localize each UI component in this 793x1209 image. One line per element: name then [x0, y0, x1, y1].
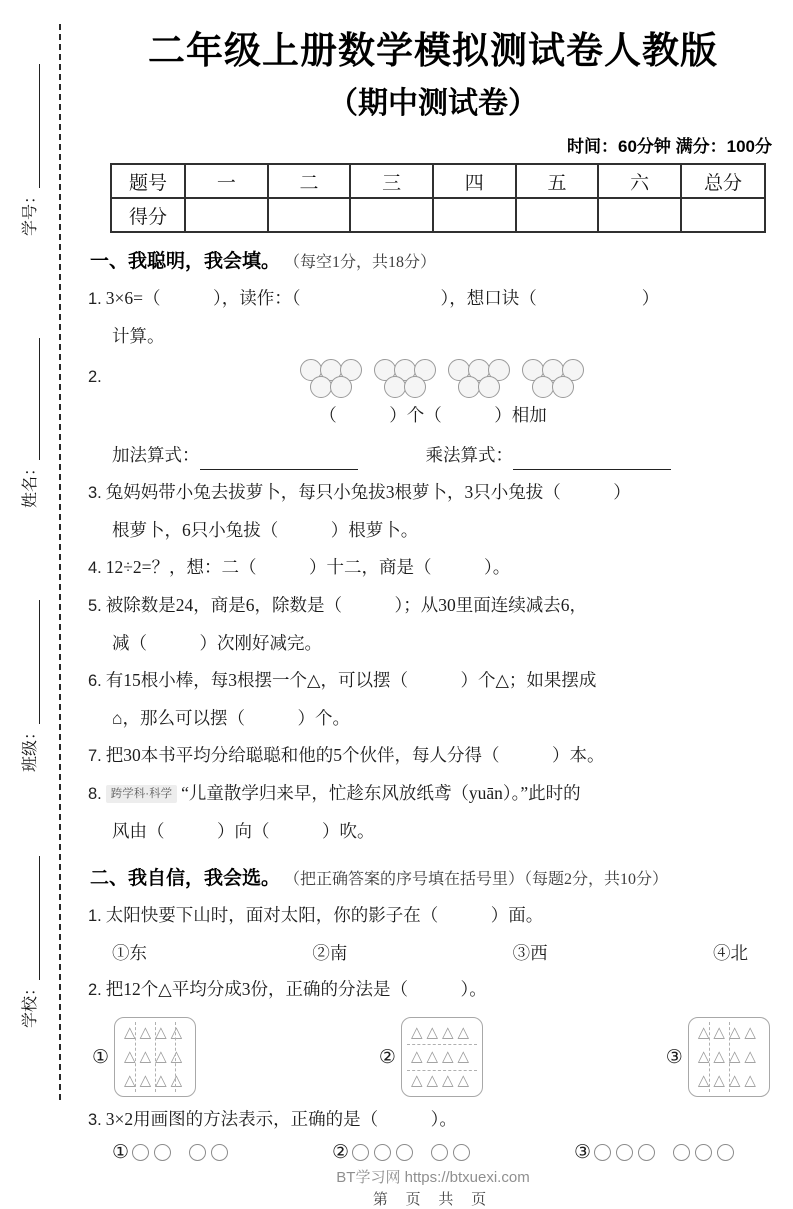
- q2-equation-line: [112, 440, 778, 470]
- circle-group: [301, 359, 361, 398]
- class-field: [18, 600, 40, 772]
- option-label: ②: [378, 1046, 396, 1068]
- circle-row: [349, 1144, 470, 1161]
- q2-circle-groups: [106, 359, 778, 398]
- question-number: 2.: [88, 981, 102, 999]
- question-number: 2.: [88, 368, 102, 386]
- circle-icon: [374, 1144, 391, 1161]
- circle-icon: [458, 376, 480, 398]
- circle-row: [533, 376, 573, 398]
- footer-site-text: BT学习网 https://btxuexi.com: [336, 1169, 530, 1186]
- question-text: 3×6=（ ），读作：（ ），想口诀（ ）: [105, 288, 660, 308]
- s2-q1: [88, 897, 778, 935]
- multiplication-label: 乘法算式：: [425, 445, 513, 465]
- question-number: 1.: [88, 290, 102, 308]
- s1-q1-line1: [88, 280, 778, 318]
- question-text: 太阳快要下山时，面对太阳，你的影子在（ ）面。: [105, 905, 544, 925]
- score-col-header: 四: [433, 164, 516, 198]
- vertical-dashed-divider: [135, 1022, 136, 1092]
- option-south: ②南: [312, 943, 348, 963]
- triangle-row: △△△△: [697, 1049, 760, 1065]
- circle-group: [673, 1144, 734, 1161]
- circle-icon: [717, 1144, 734, 1161]
- s1-q5-line1: [88, 587, 778, 625]
- circle-icon: [616, 1144, 633, 1161]
- class-blank-line: [18, 600, 40, 724]
- triangle-row: △△△△: [410, 1049, 474, 1065]
- paper-main-column: [88, 0, 778, 1209]
- school-label: 学校：: [22, 979, 39, 1028]
- circle-group: [189, 1144, 228, 1161]
- score-table-header-row: [111, 164, 765, 198]
- s1-q6-line2: [88, 700, 778, 737]
- multiplication-blank-line: [513, 440, 671, 470]
- section-one-note: （每空1分，共18分）: [284, 254, 437, 271]
- circle-icon: [154, 1144, 171, 1161]
- circle-icon: [352, 1144, 369, 1161]
- question-number: 1.: [88, 907, 102, 925]
- s2-q3-options: [112, 1141, 734, 1164]
- circle-icon: [453, 1144, 470, 1161]
- section-one-title: 一、我聪明，我会填。: [90, 251, 281, 272]
- question-text: 把30本书平均分给聪聪和他的5个伙伴，每人分得（ ）本。: [105, 745, 605, 765]
- question-number: 6.: [88, 672, 102, 690]
- section-one-header: [90, 247, 778, 278]
- q2-caption: （ ）个（ ）相加: [319, 405, 547, 425]
- horizontal-dashed-divider: [407, 1044, 477, 1045]
- circle-icon: [211, 1144, 228, 1161]
- circle-group: [352, 1144, 413, 1161]
- circle-icon: [431, 1144, 448, 1161]
- score-cell-empty: [185, 198, 268, 232]
- question-text: 有15根小棒，每3根摆一个△，可以摆（ ）个△；如果摆成: [105, 670, 597, 690]
- question-text: ⌂，那么可以摆（ ）个。: [112, 708, 351, 728]
- score-col-header: 三: [350, 164, 433, 198]
- question-number: 8.: [88, 785, 102, 803]
- circle-icon: [695, 1144, 712, 1161]
- circle-group: [594, 1144, 655, 1161]
- triangle-row: △△△△: [124, 1073, 187, 1089]
- triangle-grid-3: [688, 1017, 770, 1097]
- s2-q3: [88, 1101, 778, 1139]
- question-number: 5.: [88, 597, 102, 615]
- triangle-row: △△△△: [410, 1025, 474, 1041]
- circle-icon: [638, 1144, 655, 1161]
- s1-q3-line1: [88, 474, 778, 512]
- page-subtitle: （期中测试卷）: [328, 87, 538, 120]
- time-score-meta: 时间：60分钟 满分：100分: [567, 137, 772, 156]
- triangle-grid-1: [114, 1017, 196, 1097]
- student-name-field: [18, 338, 40, 508]
- vertical-dashed-divider: [729, 1022, 730, 1092]
- score-cell-empty: [268, 198, 351, 232]
- question-text: 兔妈妈带小兔去拔萝卜，每只小兔拔3根萝卜，3只小兔拔（ ）: [105, 482, 631, 502]
- s1-q3-line2: [88, 512, 778, 549]
- circle-row: [311, 376, 351, 398]
- question-number: 3.: [88, 1111, 102, 1129]
- question-text: 风由（ ）向（ ）吹。: [112, 821, 375, 841]
- triangle-grid-2: [401, 1017, 483, 1097]
- vertical-dashed-divider: [175, 1022, 176, 1092]
- score-col-header: 六: [598, 164, 681, 198]
- s2-q1-options: [112, 935, 748, 971]
- section-two-note: （把正确答案的序号填在括号里）（每题2分，共10分）: [284, 871, 669, 888]
- student-name-blank-line: [18, 338, 40, 460]
- score-cell-empty: [516, 198, 599, 232]
- score-col-header: 五: [516, 164, 599, 198]
- circle-icon: [532, 376, 554, 398]
- question-number: 4.: [88, 559, 102, 577]
- question-text: 把12个△平均分成3份，正确的分法是（ ）。: [105, 979, 487, 999]
- circle-icon: [396, 1144, 413, 1161]
- circle-group: [449, 359, 509, 398]
- triangle-option-1: [92, 1017, 196, 1097]
- score-cell-empty: [350, 198, 433, 232]
- student-id-field: [18, 64, 40, 236]
- horizontal-dashed-divider: [407, 1070, 477, 1071]
- class-label: 班级：: [22, 723, 39, 772]
- s1-q1-line2: [88, 318, 778, 355]
- s2-q2: [88, 971, 778, 1009]
- school-field: [18, 856, 40, 1028]
- score-col-header: 题号: [111, 164, 185, 198]
- question-text: 被除数是24，商是6，除数是（ ）；从30里面连续减去6，: [105, 595, 588, 615]
- question-number: 7.: [88, 747, 102, 765]
- question-text: 12÷2=？，想：二（ ）十二，商是（ ）。: [105, 557, 511, 577]
- student-id-label: 学号：: [22, 187, 39, 236]
- triangle-option-2: [379, 1017, 483, 1097]
- addition-blank-line: [200, 440, 358, 470]
- page-title: 二年级上册数学模拟测试卷人教版: [148, 30, 718, 71]
- score-cell-empty: [433, 198, 516, 232]
- circle-group: [431, 1144, 470, 1161]
- cross-subject-badge: 跨学科·科学: [106, 785, 177, 803]
- circle-group: [375, 359, 435, 398]
- triangle-row: △△△△: [410, 1073, 474, 1089]
- s1-q2: [88, 359, 778, 470]
- s1-q6-line1: [88, 662, 778, 700]
- score-col-header: 总分: [681, 164, 765, 198]
- seal-dashed-line: [59, 24, 61, 1100]
- page-footer: [88, 1166, 778, 1209]
- circle-group: [132, 1144, 171, 1161]
- circle-group: [523, 359, 583, 398]
- triangle-row: △△△△: [124, 1049, 187, 1065]
- triangle-row: △△△△: [697, 1073, 760, 1089]
- circle-icon: [384, 376, 406, 398]
- student-id-blank-line: [18, 64, 40, 188]
- circle-row: [129, 1144, 228, 1161]
- option-label: ②: [331, 1142, 350, 1163]
- option-label: ①: [112, 1142, 130, 1163]
- circle-icon: [330, 376, 352, 398]
- circle-icon: [594, 1144, 611, 1161]
- section-two-header: [90, 864, 778, 895]
- s1-q7: [88, 737, 778, 775]
- circle-option-2: [332, 1141, 470, 1164]
- question-text: 根萝卜，6只小兔拔（ ）根萝卜。: [112, 520, 419, 540]
- triangle-row: △△△△: [697, 1025, 760, 1041]
- s1-q5-line2: [88, 625, 778, 662]
- circle-row: [459, 376, 499, 398]
- question-number: 3.: [88, 484, 102, 502]
- triangle-row: △△△△: [124, 1025, 187, 1041]
- question-text: “儿童散学归来早，忙趁东风放纸鸢（yuān）。”此时的: [181, 783, 581, 803]
- question-text: 计算。: [112, 326, 165, 346]
- section-two-title: 二、我自信，我会选。: [90, 868, 281, 889]
- circle-icon: [478, 376, 500, 398]
- option-label: ③: [665, 1046, 683, 1068]
- circle-option-3: [574, 1141, 734, 1164]
- circle-icon: [552, 376, 574, 398]
- option-east: ①东: [112, 943, 147, 963]
- score-cell-empty: [598, 198, 681, 232]
- s1-q8-line1: [88, 775, 778, 813]
- vertical-dashed-divider: [709, 1022, 710, 1092]
- score-col-header: 二: [268, 164, 351, 198]
- score-row-label: 得分: [111, 198, 185, 232]
- s1-q4: [88, 549, 778, 587]
- circle-icon: [132, 1144, 149, 1161]
- score-table: [110, 163, 766, 233]
- score-col-header: 一: [185, 164, 268, 198]
- s1-q8-line2: [88, 813, 778, 850]
- option-label: ③: [573, 1142, 591, 1163]
- score-table-value-row: [111, 198, 765, 232]
- circle-icon: [189, 1144, 206, 1161]
- triangle-option-3: [666, 1017, 770, 1097]
- option-label: ①: [92, 1046, 110, 1068]
- score-cell-empty: [681, 198, 765, 232]
- student-name-label: 姓名：: [22, 459, 39, 508]
- option-west: ③西: [512, 943, 548, 963]
- addition-label: 加法算式：: [112, 445, 200, 465]
- circle-row: [591, 1144, 734, 1161]
- school-blank-line: [18, 856, 40, 980]
- footer-page-indicator: 第 页 共 页: [372, 1192, 494, 1208]
- question-text: 减（ ）次刚好减完。: [112, 633, 322, 653]
- vertical-dashed-divider: [155, 1022, 156, 1092]
- circle-option-1: [112, 1141, 228, 1164]
- option-north: ④北: [712, 943, 748, 963]
- s2-q2-options: [92, 1017, 770, 1097]
- circle-icon: [673, 1144, 690, 1161]
- circle-icon: [310, 376, 332, 398]
- circle-icon: [404, 376, 426, 398]
- circle-row: [385, 376, 425, 398]
- question-text: 3×2用画图的方法表示，正确的是（ ）。: [105, 1109, 457, 1129]
